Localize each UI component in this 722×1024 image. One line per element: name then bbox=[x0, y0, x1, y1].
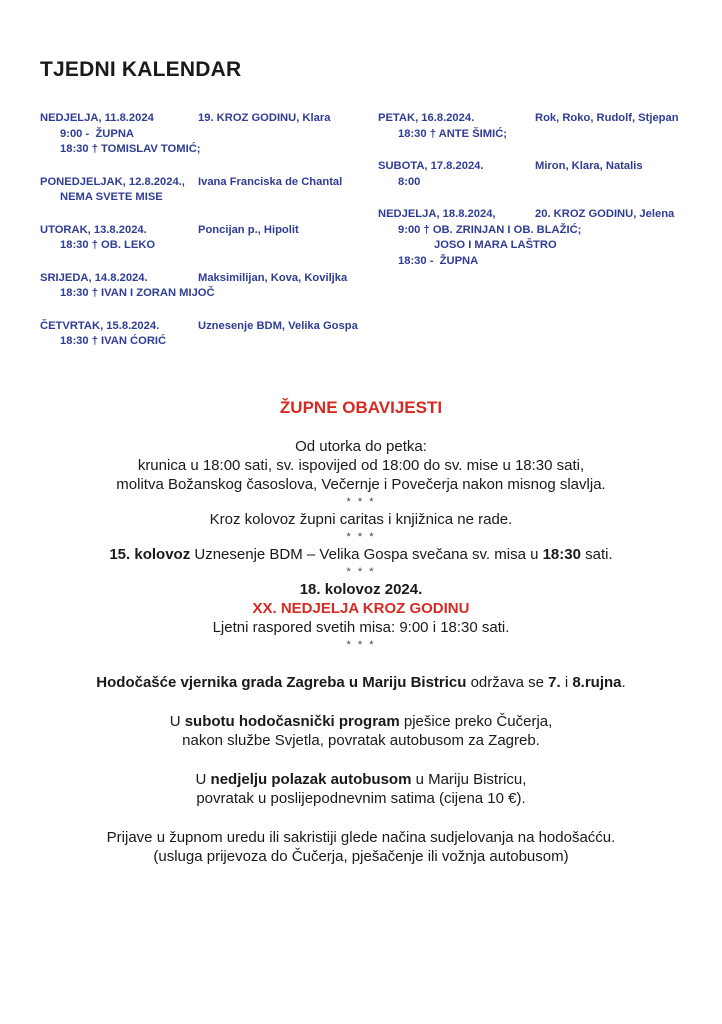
calendar-day bbox=[378, 111, 693, 142]
weekday-line: krunica u 18:00 sati, sv. ispovijed od 18:00 do sv. mise u 18:30 sati, bbox=[137, 457, 585, 474]
sunday-name: XX. NEDJELJA KROZ GODINU bbox=[252, 600, 470, 617]
pilgrimage-and: i bbox=[560, 674, 573, 691]
pilgrimage-text: održava se bbox=[466, 674, 549, 691]
assumption-date: 15. kolovoz bbox=[109, 546, 191, 563]
day-saint: Ivana Franciska de Chantal bbox=[198, 175, 343, 188]
pilgrimage-notice bbox=[0, 673, 722, 692]
mass-entry: 8:00 bbox=[398, 175, 421, 188]
mass-entry: NEMA SVETE MISE bbox=[60, 191, 163, 203]
saturday-program bbox=[0, 712, 722, 731]
day-date: SUBOTA, 17.8.2024. bbox=[378, 160, 484, 172]
day-date: SRIJEDA, 14.8.2024. bbox=[40, 271, 148, 284]
day-saint: 19. KROZ GODINU, Klara bbox=[198, 112, 331, 124]
notices-title: ŽUPNE OBAVIJESTI bbox=[279, 398, 443, 417]
separator: * * * bbox=[346, 531, 376, 543]
assumption-suffix: sati. bbox=[580, 546, 613, 563]
saturday-rest: pješice preko Čučerja, bbox=[399, 713, 553, 730]
day-date: PONEDJELJAK, 12.8.2024., bbox=[40, 175, 185, 188]
assumption-time: 18:30 bbox=[542, 546, 581, 563]
saturday-pre: U bbox=[169, 713, 185, 730]
day-saint: Poncijan p., Hipolit bbox=[198, 223, 299, 236]
day-date: ČETVRTAK, 15.8.2024. bbox=[40, 319, 160, 332]
day-saint: Maksimilijan, Kova, Koviljka bbox=[198, 271, 348, 284]
mass-entry: 18:30 † IVAN ĆORIĆ bbox=[60, 335, 167, 347]
sunday-date bbox=[0, 580, 722, 599]
calendar-day bbox=[40, 223, 360, 254]
saturday-bold: subotu hodočasnički program bbox=[184, 713, 400, 730]
mass-entry: 18:30 - ŽUPNA bbox=[398, 254, 479, 267]
signup-line: Prijave u župnom uredu ili sakristiji glede načina sudjelovanja na hodošaćću. bbox=[106, 829, 616, 846]
mass-entry: 18:30 † OB. LEKO bbox=[60, 239, 156, 251]
day-date: PETAK, 16.8.2024. bbox=[378, 112, 475, 124]
summer-schedule: Ljetni raspored svetih misa: 9:00 i 18:30 sati. bbox=[212, 619, 510, 636]
day-saint: 20. KROZ GODINU, Jelena bbox=[535, 208, 675, 220]
pilgrimage-day1: 7. bbox=[548, 674, 561, 691]
pilgrimage-title: Hodočašće vjernika grada Zagreba u Mariju Bistricu bbox=[96, 674, 467, 691]
sunday-program bbox=[0, 770, 722, 789]
sunday-date-text: 18. kolovoz 2024. bbox=[299, 581, 423, 598]
page-title: TJEDNI KALENDAR bbox=[40, 58, 242, 81]
mass-entry: 18:30 † TOMISLAV TOMIĆ; bbox=[60, 143, 201, 155]
pilgrimage-day2: 8.rujna bbox=[572, 674, 622, 691]
sunday-pre: U bbox=[195, 771, 211, 788]
calendar-day bbox=[40, 319, 360, 350]
day-saint: Miron, Klara, Natalis bbox=[535, 160, 643, 172]
calendar-day bbox=[40, 175, 360, 206]
calendar-day bbox=[378, 159, 693, 190]
pilgrimage-end: . bbox=[621, 674, 626, 691]
separator: * * * bbox=[346, 566, 376, 578]
calendar-day bbox=[40, 111, 360, 158]
sunday-line2: povratak u poslijepodnevnim satima (cijena 10 €). bbox=[196, 790, 526, 807]
calendar-right-column bbox=[378, 111, 693, 286]
mass-entry: 9:00 † OB. ZRINJAN I OB. BLAŽIĆ; bbox=[398, 223, 582, 236]
assumption-notice bbox=[0, 545, 722, 564]
separator: * * * bbox=[346, 639, 376, 651]
day-saint: Rok, Roko, Rudolf, Stjepan bbox=[535, 112, 679, 124]
separator: * * * bbox=[346, 496, 376, 508]
weekday-line: molitva Božanskog časoslova, Večernje i Povečerja nakon misnog slavlja. bbox=[116, 476, 606, 493]
day-saint: Uznesenje BDM, Velika Gospa bbox=[198, 319, 358, 332]
mass-entry: 18:30 † IVAN I ZORAN MIJOČ bbox=[60, 287, 215, 299]
mass-entry: 18:30 † ANTE ŠIMIĆ; bbox=[398, 127, 508, 140]
assumption-text: Uznesenje BDM – Velika Gospa svečana sv. misa u bbox=[190, 546, 543, 563]
weekday-intro: Od utorka do petka: bbox=[295, 438, 427, 455]
caritas-notice: Kroz kolovoz župni caritas i knjižnica ne rade. bbox=[209, 511, 513, 528]
sunday-bold: nedjelju polazak autobusom bbox=[210, 771, 412, 788]
day-date: UTORAK, 13.8.2024. bbox=[40, 223, 147, 236]
day-date: NEDJELJA, 11.8.2024 bbox=[40, 112, 154, 124]
mass-entry: JOSO I MARA LAŠTRO bbox=[434, 239, 557, 251]
day-date: NEDJELJA, 18.8.2024, bbox=[378, 208, 496, 220]
mass-entry: 9:00 - ŽUPNA bbox=[60, 127, 134, 140]
sunday-rest: u Mariju Bistricu, bbox=[411, 771, 527, 788]
calendar-day bbox=[40, 271, 360, 302]
signup-line: (usluga prijevoza do Čučerja, pješačenje ili vožnja autobusom) bbox=[153, 848, 569, 865]
calendar-left-column bbox=[40, 111, 360, 367]
saturday-line2: nakon službe Svjetla, povratak autobusom za Zagreb. bbox=[182, 732, 540, 749]
notices-section bbox=[0, 398, 722, 866]
calendar-day bbox=[378, 207, 693, 269]
